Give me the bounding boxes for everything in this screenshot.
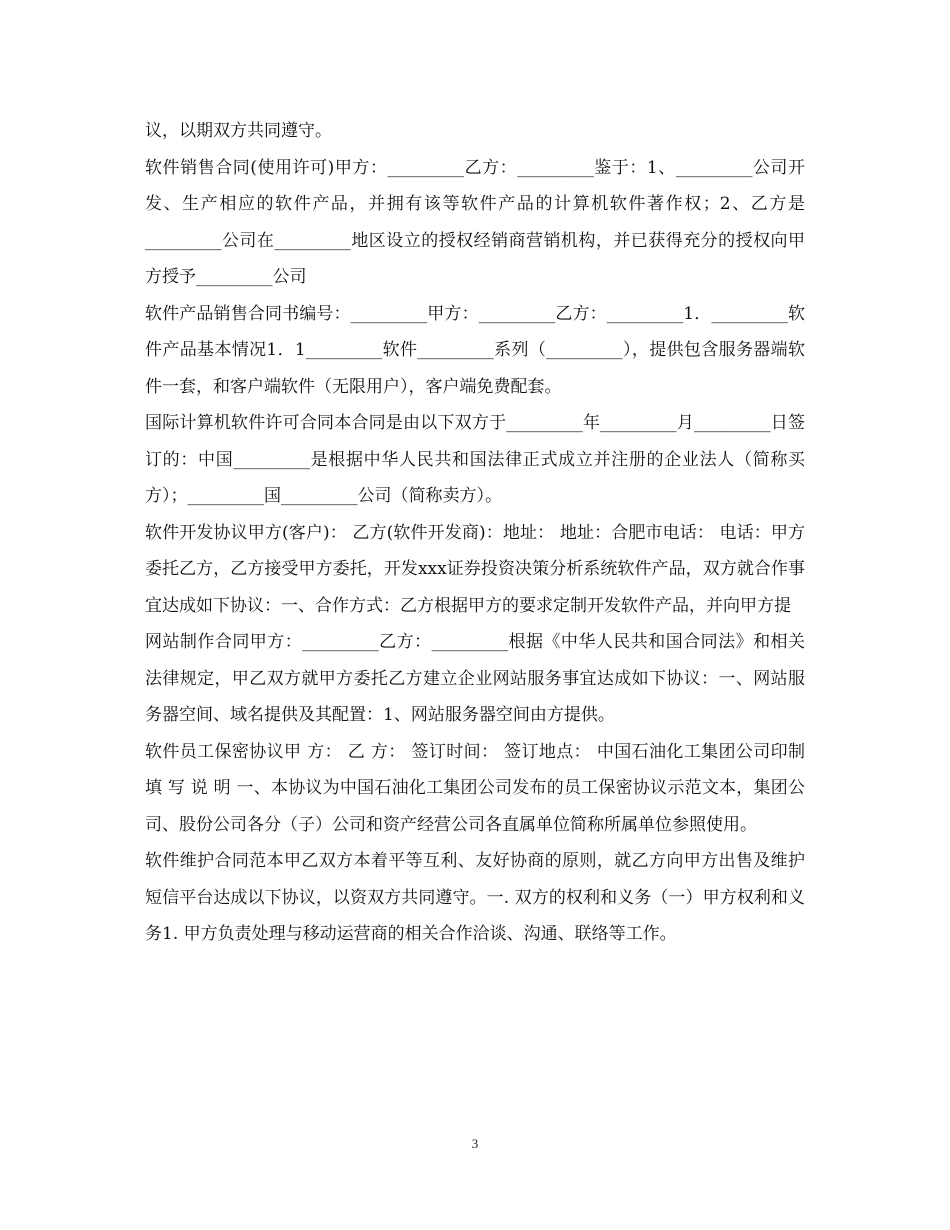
paragraph-software-product-sales-contract: 软件产品销售合同书编号：_________甲方：_________乙方：_________1．_________软件产品基本情况1．1_________软件_________系列（_________），提供包含服务器端软件一套，和客户端软件（无限用户），客户端免费配套。 (145, 303, 805, 397)
page-number: 3 (471, 1136, 479, 1151)
paragraph-software-sales-contract: 软件销售合同(使用许可)甲方：_________乙方：_________鉴于：1、_________公司开发、生产相应的软件产品，并拥有该等软件产品的计算机软件著作权；2、乙方是_________公司在_________地区设立的授权经销商营销机构，并已获得充分的授权向甲方授予_________公司 (145, 157, 805, 287)
paragraph-software-development-agreement: 软件开发协议甲方(客户)： 乙方(软件开发商)：地址： 地址：合肥市电话： 电话：甲方委托乙方，乙方接受甲方委托，开发xxx证券投资决策分析系统软件产品，双方就合作事宜达成如下协议：一、合作方式：乙方根据甲方的要求定制开发软件产品，并向甲方提 (145, 522, 805, 616)
paragraph-employee-confidentiality-agreement: 软件员工保密协议甲 方： 乙 方： 签订时间： 签订地点： 中国石油化工集团公司印制 填 写 说 明 一、本协议为中国石油化工集团公司发布的员工保密协议示范文本，集团公司、股份公司各分（子）公司和资产经营公司各直属单位简称所属单位参照使用。 (145, 741, 805, 835)
paragraph-website-production-contract: 网站制作合同甲方：_________乙方：_________根据《中华人民共和国合同法》和相关法律规定，甲乙双方就甲方委托乙方建立企业网站服务事宜达成如下协议：一、网站服务器空间、域名提供及其配置：1、网站服务器空间由方提供。 (145, 632, 805, 725)
document-body (145, 113, 805, 953)
paragraph-software-maintenance-contract: 软件维护合同范本甲乙双方本着平等互利、友好协商的原则，就乙方向甲方出售及维护短信平台达成以下协议，以资双方共同遵守。一. 双方的权利和义务（一）甲方权利和义务1. 甲方负责处理与移动运营商的相关合作洽谈、沟通、联络等工作。 (145, 851, 805, 944)
paragraph-intro-ending: 议，以期双方共同遵守。 (145, 121, 332, 141)
paragraph-international-license-contract: 国际计算机软件许可合同本合同是由以下双方于_________年_________月_________日签订的：中国_________是根据中华人民共和国法律正式成立并注册的企业法人（简称买方）；_________国_________公司（简称卖方）。 (145, 413, 805, 506)
